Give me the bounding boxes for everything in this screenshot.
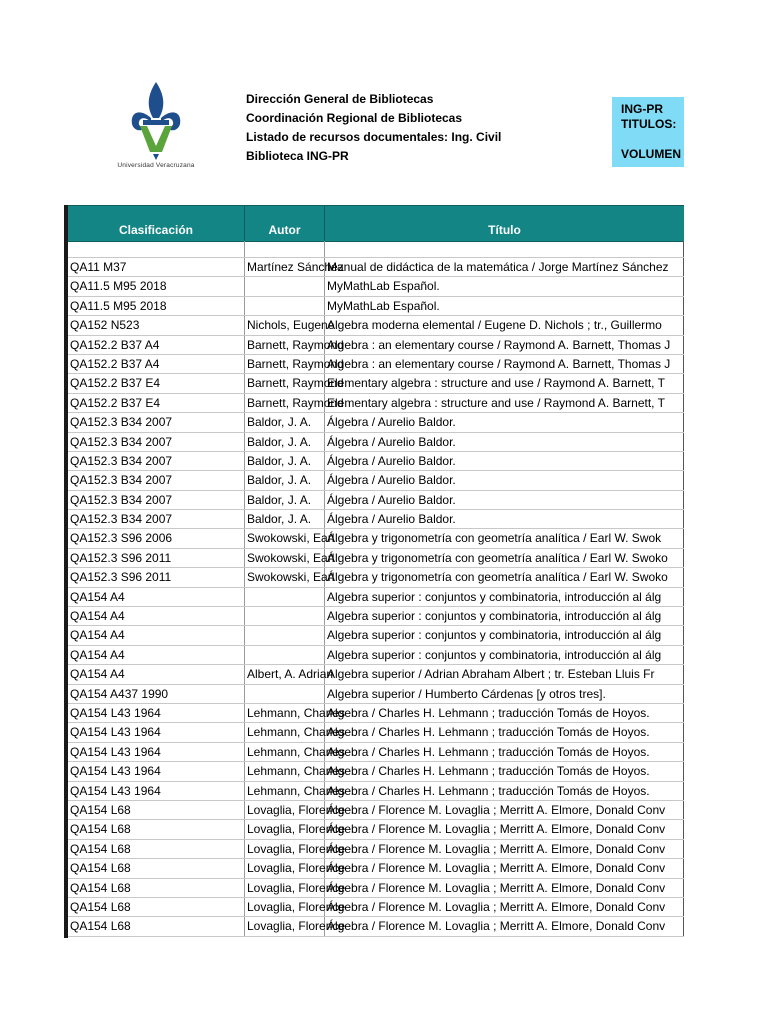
cell-classification[interactable]: QA11.5 M95 2018	[68, 297, 245, 315]
cell-title[interactable]: Álgebra / Florence M. Lovaglia ; Merritt A. Elmore, Donald Conv	[325, 801, 684, 819]
cell-classification[interactable]: QA152.3 B34 2007	[68, 452, 245, 470]
cell-author[interactable]: Swokowski, Earl	[245, 568, 325, 586]
cell-classification[interactable]: QA152.3 B34 2007	[68, 491, 245, 509]
cell-classification[interactable]: QA154 A4	[68, 588, 245, 606]
header-line-3: Listado de recursos documentales: Ing. Civil	[246, 130, 502, 144]
cell-author[interactable]: Barnett, Raymond	[245, 355, 325, 373]
cell-title[interactable]: Algebra : an elementary course / Raymond A. Barnett, Thomas J	[325, 336, 684, 354]
cell-title[interactable]: Álgebra / Aurelio Baldor.	[325, 491, 684, 509]
cell-author[interactable]: Barnett, Raymond	[245, 374, 325, 392]
cell-classification[interactable]: QA152 N523	[68, 316, 245, 334]
cell-title[interactable]: Algebra superior / Humberto Cárdenas [y otros tres].	[325, 685, 684, 703]
logo-caption: Universidad Veracruzana	[117, 162, 195, 169]
cell-classification[interactable]: QA152.2 B37 A4	[68, 355, 245, 373]
document-header	[246, 90, 501, 166]
table-row	[68, 374, 684, 393]
table-row	[68, 433, 684, 452]
table-row	[68, 607, 684, 626]
cell-title[interactable]: Algebra superior : conjuntos y combinatoria, introducción al álg	[325, 607, 684, 625]
column-header-title[interactable]: Título	[488, 223, 521, 237]
summary-volumes-label: VOLUMEN	[621, 147, 681, 161]
table-row	[68, 394, 684, 413]
cell-title[interactable]: Algebra : an elementary course / Raymond A. Barnett, Thomas J	[325, 355, 684, 373]
cell-title[interactable]: Algebra / Charles H. Lehmann ; traducción Tomás de Hoyos.	[325, 743, 684, 761]
cell-author[interactable]: Martínez Sánchez	[245, 258, 325, 276]
table-row	[68, 510, 684, 529]
table-row	[68, 801, 684, 820]
cell-title[interactable]: Elementary algebra : structure and use / Raymond A. Barnett, T	[325, 394, 684, 412]
cell-title[interactable]: Álgebra / Aurelio Baldor.	[325, 510, 684, 528]
cell-title[interactable]: MyMathLab Español.	[325, 277, 684, 295]
cell-title[interactable]: MyMathLab Español.	[325, 297, 684, 315]
cell-title[interactable]: Algebra / Charles H. Lehmann ; traducción Tomás de Hoyos.	[325, 723, 684, 741]
cell-classification[interactable]: QA154 L68	[68, 879, 245, 897]
table-row	[68, 529, 684, 548]
cell-title[interactable]: Álgebra / Aurelio Baldor.	[325, 471, 684, 489]
cell-title[interactable]: Algebra superior : conjuntos y combinatoria, introducción al álg	[325, 626, 684, 644]
cell-author[interactable]: Lehmann, Charles	[245, 762, 325, 780]
cell-author[interactable]	[245, 685, 325, 703]
table-row	[68, 665, 684, 684]
cell-title[interactable]: Álgebra / Florence M. Lovaglia ; Merritt A. Elmore, Donald Conv	[325, 859, 684, 877]
table-row	[68, 723, 684, 742]
header-line-1: Dirección General de Bibliotecas	[246, 92, 434, 106]
cell-author[interactable]: Lovaglia, Florence	[245, 840, 325, 858]
table-row	[68, 568, 684, 587]
cell-title[interactable]: Álgebra / Aurelio Baldor.	[325, 413, 684, 431]
cell-author[interactable]: Lovaglia, Florence	[245, 859, 325, 877]
table-row-blank	[68, 241, 684, 258]
column-header-author[interactable]: Autor	[245, 206, 325, 241]
table-row	[68, 859, 684, 878]
cell-author[interactable]: Lovaglia, Florence	[245, 801, 325, 819]
table-row	[68, 917, 684, 936]
cell-classification[interactable]: QA152.2 B37 E4	[68, 374, 245, 392]
cell-author[interactable]: Lovaglia, Florence	[245, 898, 325, 916]
cell-author[interactable]	[245, 626, 325, 644]
cell-author[interactable]: Lehmann, Charles	[245, 782, 325, 800]
cell-classification[interactable]: QA154 L43 1964	[68, 723, 245, 741]
table-row	[68, 704, 684, 723]
cell-author[interactable]	[245, 241, 325, 257]
cell-classification[interactable]: QA154 A437 1990	[68, 685, 245, 703]
table-row	[68, 685, 684, 704]
cell-author[interactable]: Nichols, Eugene	[245, 316, 325, 334]
cell-classification[interactable]: QA11.5 M95 2018	[68, 277, 245, 295]
table-row	[68, 471, 684, 490]
table-row	[68, 355, 684, 374]
column-header-classification[interactable]: Clasificación	[68, 206, 245, 241]
cell-title[interactable]: Álgebra / Florence M. Lovaglia ; Merritt A. Elmore, Donald Conv	[325, 820, 684, 838]
table-row	[68, 840, 684, 859]
cell-classification[interactable]: QA154 L68	[68, 859, 245, 877]
cell-author[interactable]	[245, 297, 325, 315]
table-row	[68, 762, 684, 781]
cell-title[interactable]: Algebra superior : conjuntos y combinatoria, introducción al álg	[325, 588, 684, 606]
cell-title[interactable]: Manual de didáctica de la matemática / Jorge Martínez Sánchez	[325, 258, 684, 276]
cell-classification[interactable]: QA11 M37	[68, 258, 245, 276]
cell-author[interactable]: Baldor, J. A.	[245, 510, 325, 528]
cell-author[interactable]: Baldor, J. A.	[245, 491, 325, 509]
cell-classification[interactable]: QA152.3 B34 2007	[68, 433, 245, 451]
cell-author[interactable]: Lovaglia, Florence	[245, 917, 325, 935]
cell-classification[interactable]: QA152.3 S96 2011	[68, 568, 245, 586]
cell-classification[interactable]: QA154 L43 1964	[68, 704, 245, 722]
cell-author[interactable]: Albert, A. Adrian	[245, 665, 325, 683]
cell-title[interactable]: Algebra moderna elemental / Eugene D. Nichols ; tr., Guillermo	[325, 316, 684, 334]
cell-title[interactable]: Álgebra / Florence M. Lovaglia ; Merritt A. Elmore, Donald Conv	[325, 840, 684, 858]
cell-classification[interactable]: QA152.3 B34 2007	[68, 413, 245, 431]
cell-author[interactable]: Baldor, J. A.	[245, 452, 325, 470]
cell-classification[interactable]: QA154 A4	[68, 646, 245, 664]
cell-author[interactable]	[245, 646, 325, 664]
table-body	[68, 241, 684, 937]
table-row	[68, 782, 684, 801]
summary-library: ING-PR	[621, 102, 663, 116]
cell-title[interactable]: Algebra / Charles H. Lehmann ; traducción Tomás de Hoyos.	[325, 762, 684, 780]
cell-author[interactable]: Barnett, Raymond	[245, 394, 325, 412]
table-row	[68, 258, 684, 277]
cell-author[interactable]: Lovaglia, Florence	[245, 879, 325, 897]
cell-classification[interactable]: QA152.3 S96 2011	[68, 549, 245, 567]
cell-classification[interactable]: QA154 L43 1964	[68, 743, 245, 761]
cell-title[interactable]: Álgebra / Aurelio Baldor.	[325, 433, 684, 451]
fleur-de-lis-v-icon	[126, 80, 186, 160]
table-row	[68, 549, 684, 568]
summary-titles-label: TITULOS:	[621, 117, 677, 131]
cell-classification[interactable]: QA152.3 B34 2007	[68, 510, 245, 528]
table-row	[68, 743, 684, 762]
cell-classification[interactable]: QA154 L68	[68, 820, 245, 838]
cell-title[interactable]: Algebra superior : conjuntos y combinatoria, introducción al álg	[325, 646, 684, 664]
table-row	[68, 452, 684, 471]
cell-title[interactable]: Álgebra y trigonometría con geometría analítica / Earl W. Swoko	[325, 568, 684, 586]
cell-title[interactable]: Álgebra / Aurelio Baldor.	[325, 452, 684, 470]
cell-title[interactable]: Álgebra / Florence M. Lovaglia ; Merritt A. Elmore, Donald Conv	[325, 917, 684, 935]
cell-classification[interactable]: QA154 L43 1964	[68, 782, 245, 800]
resource-table	[64, 205, 684, 938]
cell-classification[interactable]: QA154 A4	[68, 665, 245, 683]
cell-author[interactable]: Swokowski, Earl	[245, 549, 325, 567]
cell-title[interactable]: Algebra / Charles H. Lehmann ; traducción Tomás de Hoyos.	[325, 782, 684, 800]
cell-title[interactable]: Algebra superior / Adrian Abraham Albert ; tr. Esteban Lluis Fr	[325, 665, 684, 683]
table-row	[68, 898, 684, 917]
table-row	[68, 820, 684, 839]
cell-author[interactable]: Lehmann, Charles	[245, 723, 325, 741]
table-row	[68, 491, 684, 510]
cell-classification[interactable]	[68, 241, 245, 257]
table-row	[68, 626, 684, 645]
cell-classification[interactable]: QA154 L68	[68, 898, 245, 916]
cell-classification[interactable]: QA154 A4	[68, 607, 245, 625]
cell-author[interactable]: Swokowski, Earl	[245, 529, 325, 547]
cell-classification[interactable]: QA152.2 B37 A4	[68, 336, 245, 354]
cell-title[interactable]: Elementary algebra : structure and use / Raymond A. Barnett, T	[325, 374, 684, 392]
cell-author[interactable]: Baldor, J. A.	[245, 413, 325, 431]
cell-classification[interactable]: QA154 L68	[68, 917, 245, 935]
cell-classification[interactable]: QA154 L68	[68, 840, 245, 858]
cell-classification[interactable]: QA152.3 B34 2007	[68, 471, 245, 489]
cell-classification[interactable]: QA152.2 B37 E4	[68, 394, 245, 412]
cell-author[interactable]: Lovaglia, Florence	[245, 820, 325, 838]
cell-classification[interactable]: QA152.3 S96 2006	[68, 529, 245, 547]
cell-author[interactable]	[245, 588, 325, 606]
table-row	[68, 413, 684, 432]
table-row	[68, 336, 684, 355]
cell-title[interactable]: Álgebra y trigonometría con geometría analítica / Earl W. Swok	[325, 529, 684, 547]
cell-title[interactable]	[325, 241, 684, 257]
cell-author[interactable]	[245, 607, 325, 625]
cell-author[interactable]: Barnett, Raymond	[245, 336, 325, 354]
cell-title[interactable]: Álgebra / Florence M. Lovaglia ; Merritt A. Elmore, Donald Conv	[325, 879, 684, 897]
cell-author[interactable]: Baldor, J. A.	[245, 433, 325, 451]
table-row	[68, 277, 684, 296]
cell-title[interactable]: Algebra / Charles H. Lehmann ; traducción Tomás de Hoyos.	[325, 704, 684, 722]
header-line-2: Coordinación Regional de Bibliotecas	[246, 111, 463, 125]
table-header	[68, 205, 684, 242]
cell-author[interactable]: Lehmann, Charles	[245, 743, 325, 761]
table-row	[68, 646, 684, 665]
cell-classification[interactable]: QA154 L43 1964	[68, 762, 245, 780]
cell-author[interactable]: Baldor, J. A.	[245, 471, 325, 489]
header-line-4: Biblioteca ING-PR	[246, 149, 349, 163]
table-row	[68, 588, 684, 607]
cell-author[interactable]	[245, 277, 325, 295]
cell-title[interactable]: Álgebra y trigonometría con geometría analítica / Earl W. Swoko	[325, 549, 684, 567]
cell-title[interactable]: Álgebra / Florence M. Lovaglia ; Merritt A. Elmore, Donald Conv	[325, 898, 684, 916]
table-row	[68, 316, 684, 335]
table-row	[68, 297, 684, 316]
summary-box	[612, 97, 684, 167]
cell-classification[interactable]: QA154 A4	[68, 626, 245, 644]
table-row	[68, 879, 684, 898]
cell-author[interactable]: Lehmann, Charles	[245, 704, 325, 722]
university-logo	[104, 80, 208, 176]
cell-classification[interactable]: QA154 L68	[68, 801, 245, 819]
